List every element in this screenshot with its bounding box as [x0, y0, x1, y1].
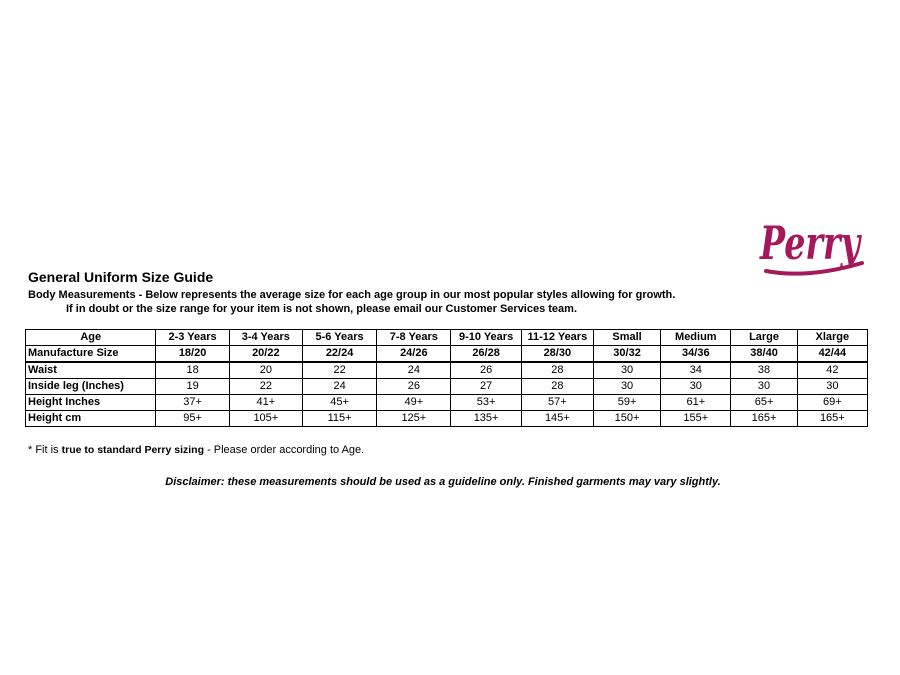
table-cell: 5-6 Years: [302, 330, 376, 346]
row-label: Height cm: [26, 411, 156, 427]
description-line-1: Body Measurements - Below represents the average size for each age group in our most popular styles allowing for growth.: [28, 289, 676, 301]
table-cell: 95+: [156, 411, 229, 427]
table-cell: 22: [229, 379, 302, 395]
table-cell: 28/30: [521, 346, 593, 363]
table-cell: 30: [797, 379, 867, 395]
table-cell: 38/40: [731, 346, 797, 363]
page-title: General Uniform Size Guide: [28, 269, 214, 285]
svg-text:Perry: Perry: [758, 216, 863, 270]
table-cell: 24: [302, 379, 376, 395]
perry-logo-icon: [758, 205, 870, 283]
table-cell: 42/44: [797, 346, 867, 363]
table-cell: Small: [593, 330, 660, 346]
fit-note-suffix: - Please order according to Age.: [204, 444, 365, 456]
table-cell: 18: [156, 362, 229, 379]
table-cell: 69+: [797, 395, 867, 411]
row-label: Manufacture Size: [26, 346, 156, 363]
row-label: Waist: [26, 362, 156, 379]
row-label: Inside leg (Inches): [26, 379, 156, 395]
table-cell: 49+: [377, 395, 451, 411]
table-cell: 7-8 Years: [377, 330, 451, 346]
table-cell: 22/24: [302, 346, 376, 363]
table-cell: 28: [521, 379, 593, 395]
table-cell: 57+: [521, 395, 593, 411]
table-row: [26, 346, 868, 363]
table-cell: 38: [731, 362, 797, 379]
table-cell: 135+: [451, 411, 521, 427]
table-cell: 34/36: [661, 346, 731, 363]
table-cell: 20: [229, 362, 302, 379]
table-cell: 26: [377, 379, 451, 395]
table-cell: 105+: [229, 411, 302, 427]
table-cell: 27: [451, 379, 521, 395]
fit-note-bold: true to standard Perry sizing: [61, 444, 204, 456]
table-cell: 41+: [229, 395, 302, 411]
table-row: [26, 379, 868, 395]
table-cell: 45+: [302, 395, 376, 411]
table-cell: 165+: [731, 411, 797, 427]
fit-note: [28, 444, 364, 456]
table-cell: 150+: [593, 411, 660, 427]
description-line-2: If in doubt or the size range for your item is not shown, please email our Customer Services team.: [66, 303, 578, 315]
table-cell: 30: [593, 362, 660, 379]
table-cell: 30: [661, 379, 731, 395]
table-header-row: [26, 330, 868, 346]
table-cell: 165+: [797, 411, 867, 427]
table-cell: 125+: [377, 411, 451, 427]
table-cell: 61+: [661, 395, 731, 411]
table-cell: 53+: [451, 395, 521, 411]
table-cell: 26/28: [451, 346, 521, 363]
table-cell: 30/32: [593, 346, 660, 363]
table-cell: 24: [377, 362, 451, 379]
table-row: [26, 395, 868, 411]
disclaimer: Disclaimer: these measurements should be used as a guideline only. Finished garments may vary slightly.: [165, 476, 721, 488]
table-cell: Medium: [661, 330, 731, 346]
row-label: Age: [26, 330, 156, 346]
perry-logo: [758, 205, 870, 283]
table-cell: 20/22: [229, 346, 302, 363]
table-cell: 155+: [661, 411, 731, 427]
table-cell: 24/26: [377, 346, 451, 363]
table-cell: 30: [593, 379, 660, 395]
table-cell: 19: [156, 379, 229, 395]
table-cell: 145+: [521, 411, 593, 427]
table-cell: 37+: [156, 395, 229, 411]
table-cell: 2-3 Years: [156, 330, 229, 346]
table-cell: 59+: [593, 395, 660, 411]
table-cell: 42: [797, 362, 867, 379]
table-row: [26, 411, 868, 427]
table-cell: 30: [731, 379, 797, 395]
table-cell: 28: [521, 362, 593, 379]
table-cell: Xlarge: [797, 330, 867, 346]
table-cell: 18/20: [156, 346, 229, 363]
table-cell: 3-4 Years: [229, 330, 302, 346]
table-cell: Large: [731, 330, 797, 346]
table-cell: 9-10 Years: [451, 330, 521, 346]
table-cell: 34: [661, 362, 731, 379]
table-row: [26, 362, 868, 379]
table-cell: 11-12 Years: [521, 330, 593, 346]
table-cell: 65+: [731, 395, 797, 411]
row-label: Height Inches: [26, 395, 156, 411]
size-guide-table: [25, 329, 868, 427]
table-cell: 115+: [302, 411, 376, 427]
table-cell: 22: [302, 362, 376, 379]
fit-note-prefix: * Fit is: [28, 444, 62, 456]
table-cell: 26: [451, 362, 521, 379]
